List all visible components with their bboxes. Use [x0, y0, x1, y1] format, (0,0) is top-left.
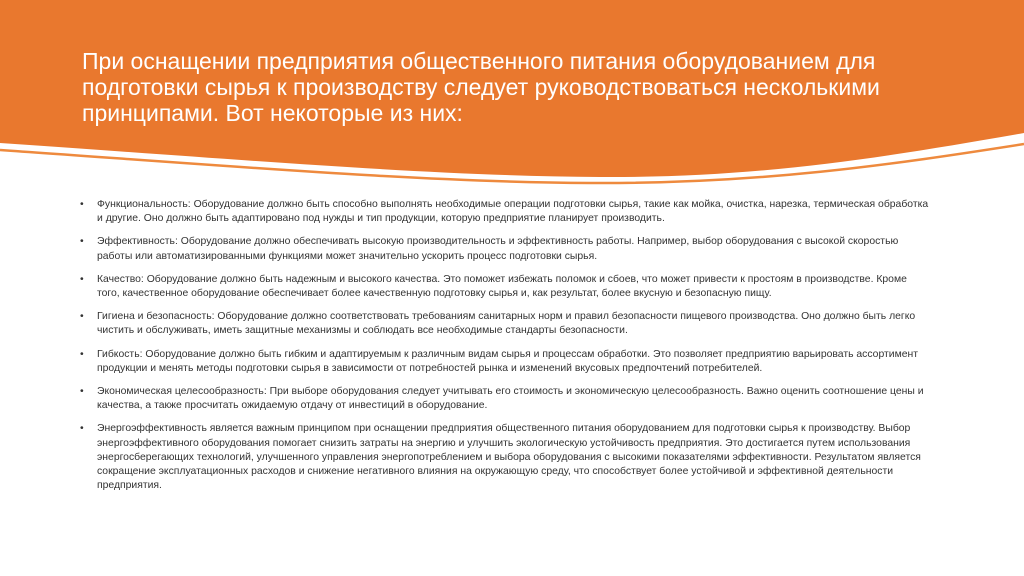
bullet-text: Функциональность: Оборудование должно быть способно выполнять необходимые операции подготовки сырья, такие как мойка, очистка, нарезка, термическая обработка и другие. Оно должно быть адаптировано под нужды и тип продукции, которую предприятие планирует производить. — [97, 199, 929, 225]
bullet-text: Энергоэффективность является важным принципом при оснащении предприятия общественного питания оборудованием для подготовки сырья к производству. Выбор энергоэффективного оборудования помогает снизить затраты на энергию и улучшить экологическую устойчивость предприятия. Это достигается путем использования энергосберегающих технологий, улучшенного управления энергопотреблением и выбора оборудования с высокими показателями эффективности. Результатом является сокращение эксплуатационных расходов и снижение негативного влияния на окружающую среду, что способствует более устойчивой и эффективной деятельности предприятия. — [97, 423, 921, 492]
bullet-dot: • — [80, 423, 84, 435]
bullet-text: Гибкость: Оборудование должно быть гибким и адаптируемым к различным видам сырья и процессам обработки. Это позволяет предприятию варьировать ассортимент продукции и менять методы подготовки сырья в зависимости от потребностей рынка и изменений вкусовых предпочтений потребителей. — [97, 348, 918, 374]
bullet-dot: • — [80, 199, 84, 210]
bullet-dot: • — [80, 236, 84, 248]
bullet-item-quality — [80, 273, 930, 301]
bullet-text: Экономическая целесообразность: При выборе оборудования следует учитывать его стоимость и экономическую целесообразность. Важно оценить соотношение цены и качества, а также просчитать ожидаемую отдачу от инвестиций в оборудование. — [97, 386, 924, 412]
bullet-list — [80, 198, 930, 502]
bullet-dot: • — [80, 386, 84, 398]
bullet-dot: • — [80, 311, 84, 323]
bullet-text: Эффективность: Оборудование должно обеспечивать высокую производительность и эффективность работы. Например, выбор оборудования с высокой скоростью работы или автоматизированными функциями может значительно ускорить процесс подготовки сырья. — [97, 236, 899, 262]
bullet-dot: • — [80, 348, 84, 360]
bullet-item-efficiency — [80, 235, 930, 263]
bullet-text: Качество: Оборудование должно быть надежным и высокого качества. Это поможет избежать поломок и сбоев, что может привести к простоям в производстве. Кроме того, качественное оборудование обеспечивает более качественную подготовку сырья и, как результат, более вкусную и безопасную пищу. — [97, 273, 907, 300]
bullet-item-flexibility — [80, 348, 930, 376]
bullet-item-economics — [80, 385, 930, 413]
bullet-item-energy — [80, 422, 930, 493]
bullet-dot: • — [80, 273, 84, 285]
bullet-text: Гигиена и безопасность: Оборудование должно соответствовать требованиям санитарных норм и правил безопасности пищевого производства. Оно должно быть легко чистить и обслуживать, иметь защитные механизмы и соблюдать все необходимые стандарты безопасности. — [97, 311, 916, 337]
bullet-item-functionality — [80, 198, 930, 226]
bullet-item-hygiene — [80, 310, 930, 338]
slide-title: При оснащении предприятия общественного питания оборудованием для подготовки сырья к производству следует руководствоваться несколькими принципами. Вот некоторые из них: — [82, 48, 880, 126]
